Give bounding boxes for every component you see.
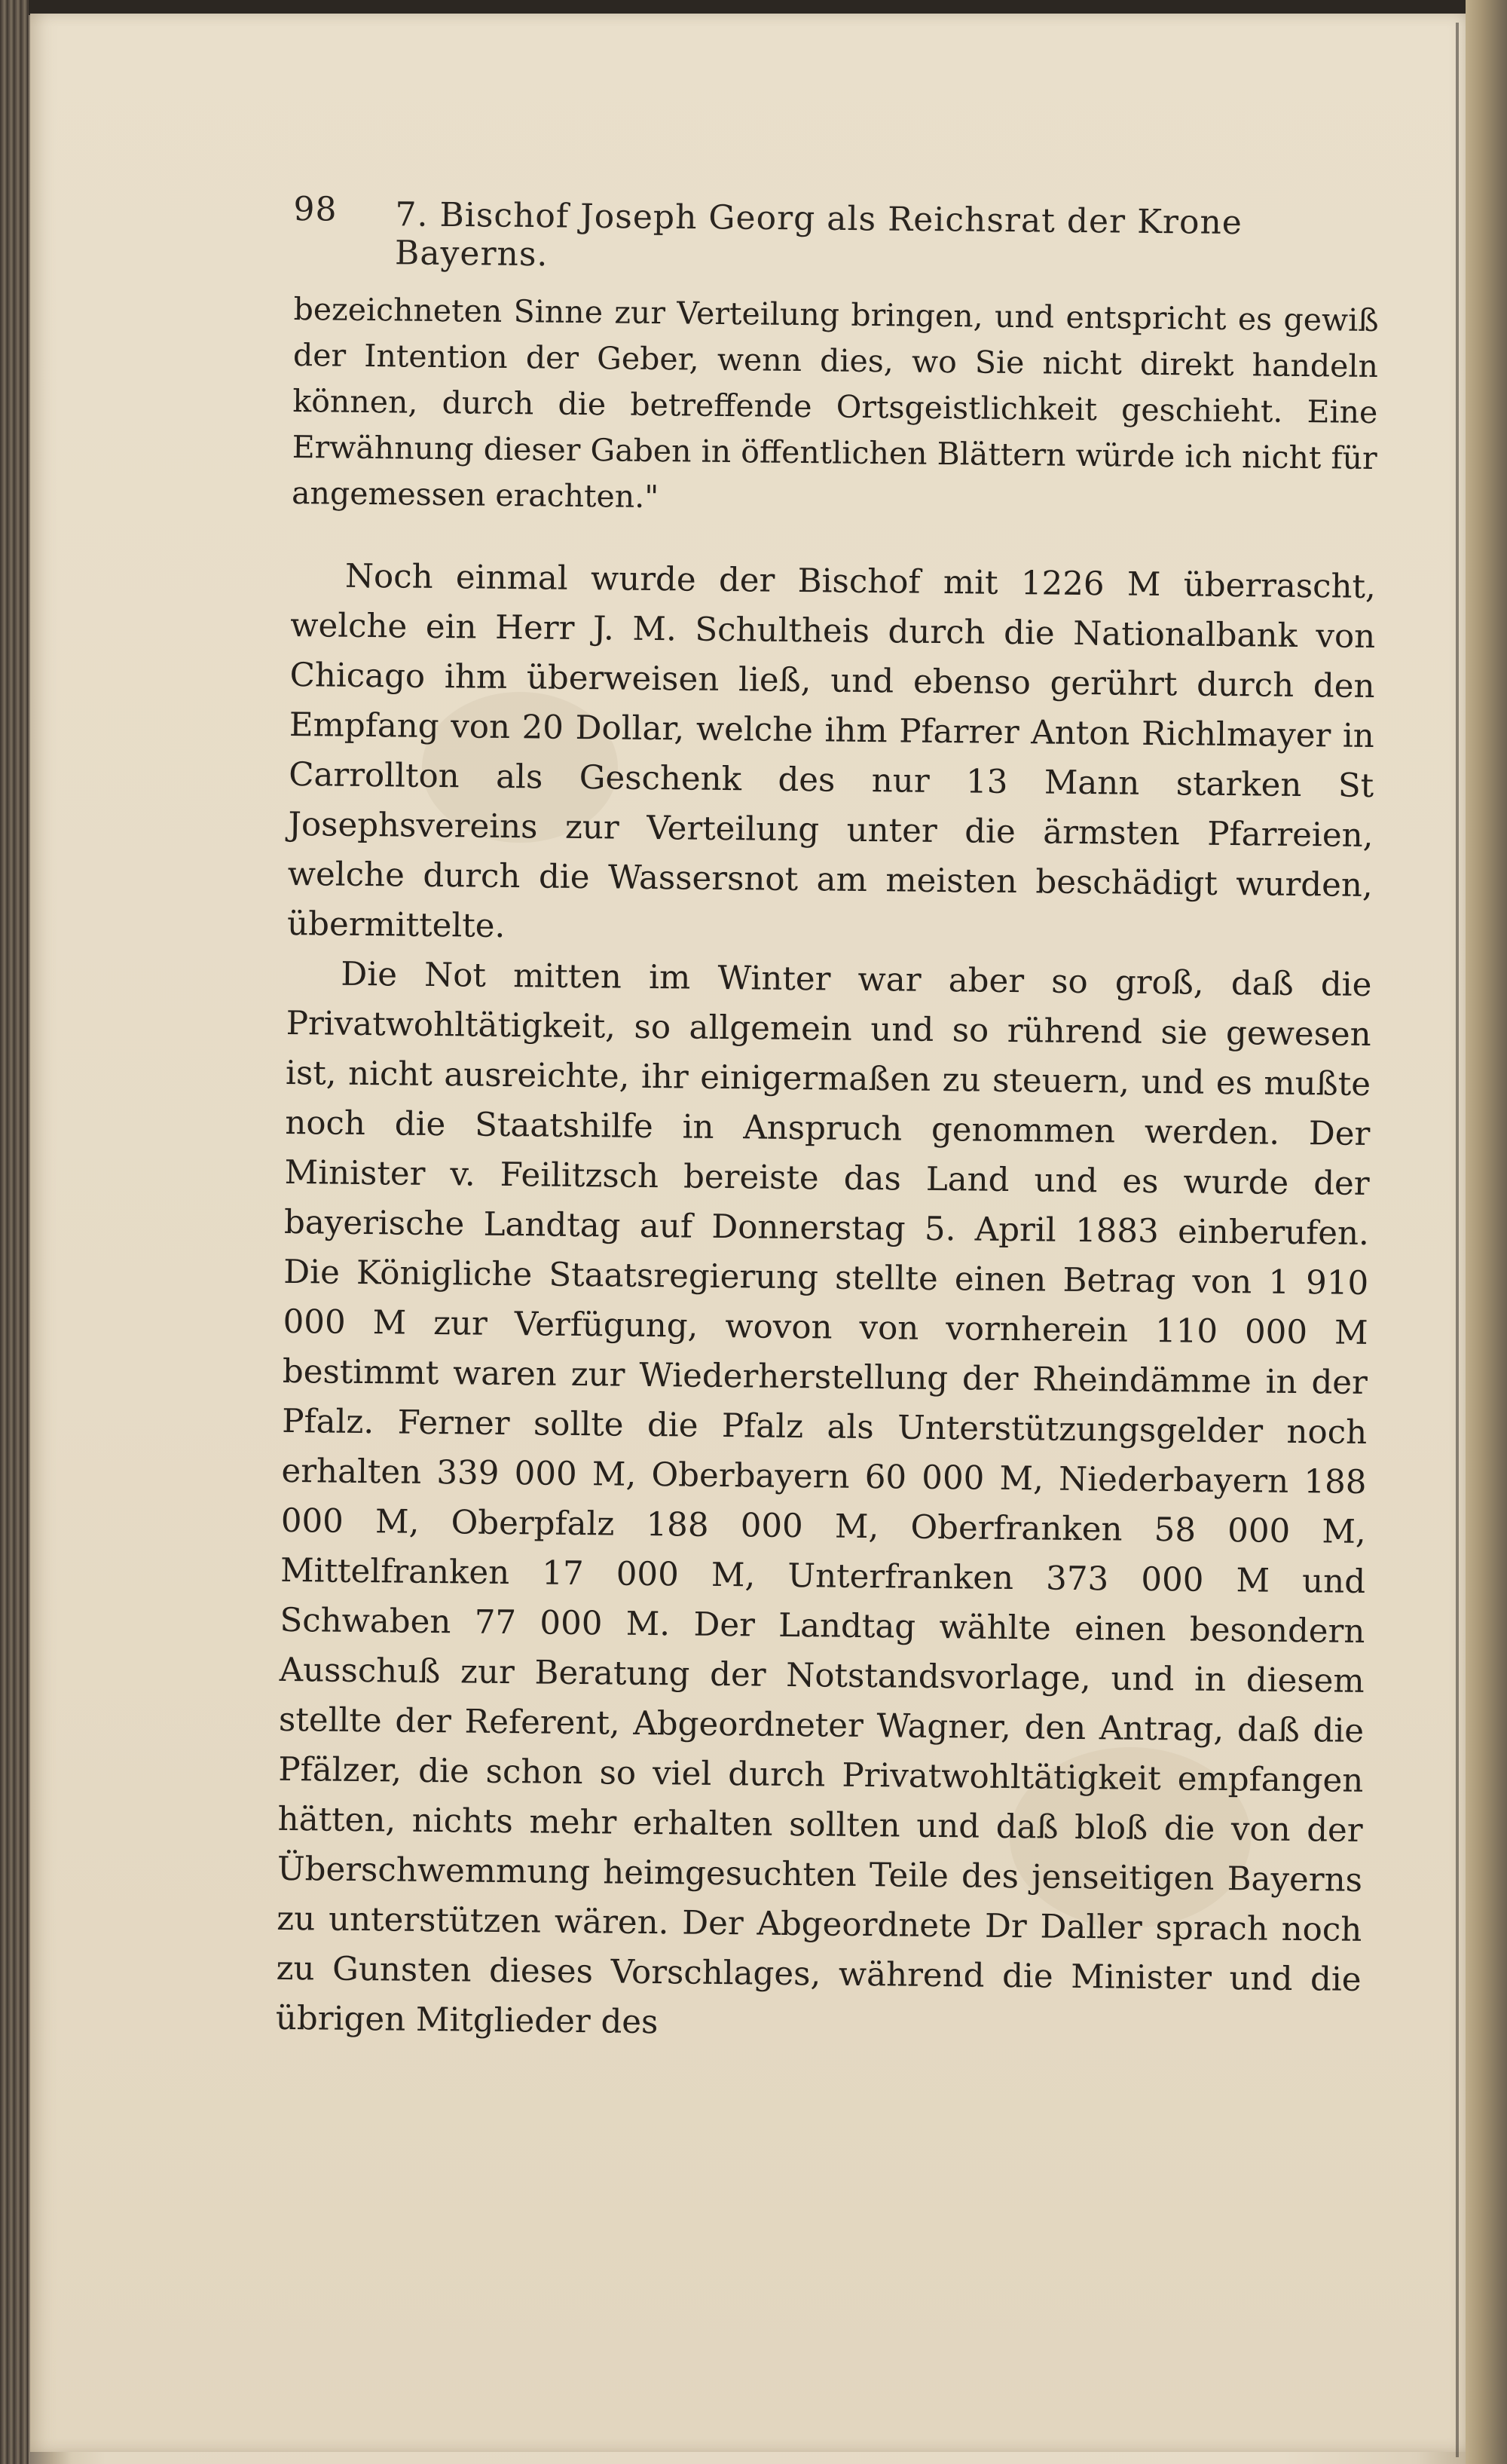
page-number: 98 [293,189,338,229]
running-title: 7. Bischof Joseph Georg als Reichsrat der Krone Bayerns. [394,195,1243,274]
paragraph-continued-quote: bezeichneten Sinne zur Verteilung bringen, und entspricht es gewiß der Intention der Geber, wenn dies, wo Sie nicht direkt handeln können, durch die betreffende Ortsgeistlichkeit geschieht. Eine Erwähnung dieser Gaben in öffentlichen Blättern würde ich nicht für angemessen erachten." [291,290,1379,516]
book-spine-edge [0,0,29,2464]
book-right-edge [1466,0,1507,2464]
running-header [293,175,1364,274]
page-body [276,286,1379,2055]
page-edge-line [1456,23,1459,2457]
paragraph: Die Not mitten im Winter war aber so groß, daß die Privatwohltätigkeit, so allgemein und so rührend sie gewesen ist, nicht ausreichte, ihr einigermaßen zu steuern, und es mußte noch die Staatshilfe in Anspruch genommen werden. Der Minister v. Feilitzsch bereiste das Land und es wurde der bayerische Landtag auf Donnerstag 5. April 1883 einberufen. Die Königliche Staatsregierung stellte einen Betrag von 1 910 000 M zur Verfügung, wovon von vornherein 110 000 M bestimmt waren zur Wiederherstellung der Rheindämme in der Pfalz. Ferner sollte die Pfalz als Unterstützungsgelder noch erhalten 339 000 M, Oberbayern 60 000 M, Niederbayern 188 000 M, Oberpfalz 188 000 M, Oberfranken 58 000 M, Mittelfranken 17 000 M, Unterfranken 373 000 M und Schwaben 77 000 M. Der Landtag wählte einen besondern Ausschuß zur Beratung der Notstandsvorlage, und in diesem stellte der Referent, Abgeordneter Wagner, den Antrag, daß die Pfälzer, die schon so viel durch Privatwohltätigkeit empfangen hätten, nichts mehr erhalten sollten und daß bloß die von der Überschwemmung heimgesuchten Teile des jenseitigen Bayerns zu unterstützen wären. Der Abgeordnete Dr Daller sprach noch zu Gunsten dieses Vorschlages, während die Minister und die übrigen Mitglieder des [275,955,1372,2042]
scan-top-edge [0,0,1507,15]
paragraph: Noch einmal wurde der Bischof mit 1226 M überrascht, welche ein Herr J. M. Schultheis durch die Nationalbank von Chicago ihm überweisen ließ, und ebenso gerührt durch den Empfang von 20 Dollar, welche ihm Pfarrer Anton Richlmayer in Carrollton als Geschenk des nur 13 Mann starken St Josephsvereins zur Verteilung unter die ärmsten Pfarreien, welche durch die Wassersnot am meisten beschädigt wurden, übermittelte. [286,557,1377,945]
